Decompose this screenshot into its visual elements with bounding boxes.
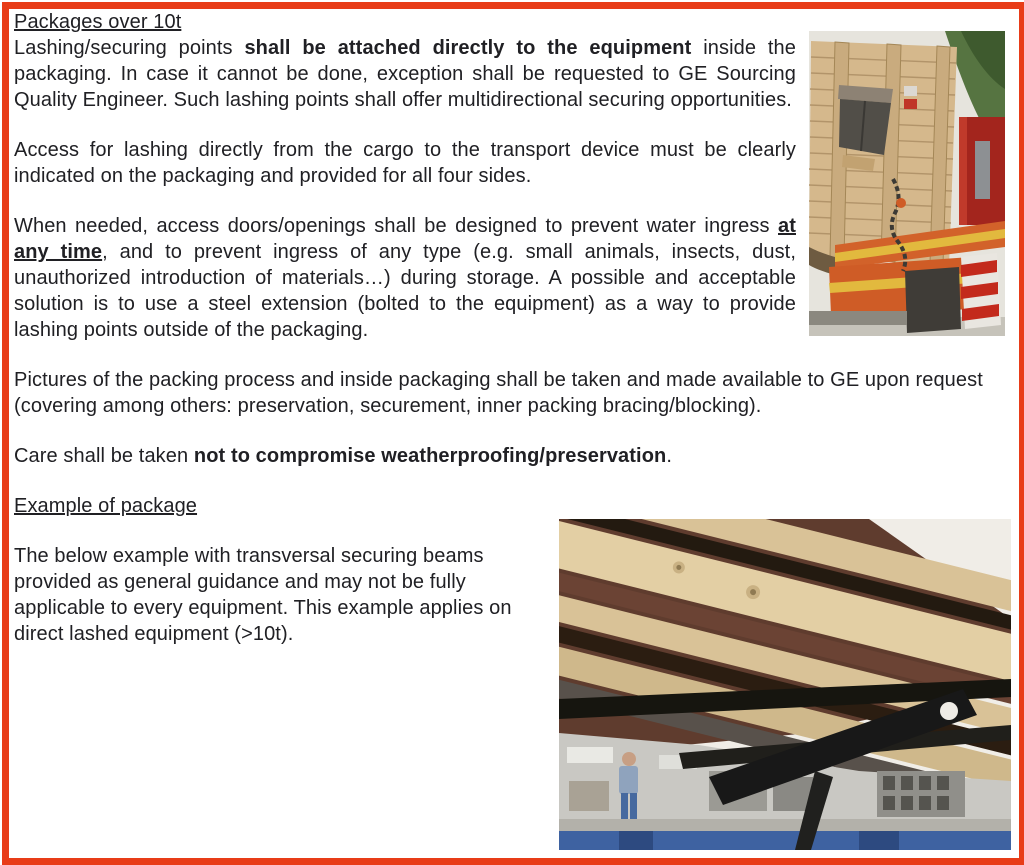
text-run: not to compromise weatherproofing/preservation	[193, 445, 667, 467]
text-run: Example of package	[14, 495, 198, 517]
text-run: , and to prevent ingress of any type (e.g. small animals, insects, dust, unauthorized introduction of materials…) during storage. A possible and acceptable solution is to use a steel extension (bolted to the equipment) as a way to provide lashing points outside of the packaging.	[14, 241, 796, 341]
text-run: inside the packaging. In case it cannot be done, exception shall be requested to GE Sourcing Quality Engineer. Such lashing points shall offer multidirectional securing opportunities.	[14, 37, 796, 111]
crate-lashing-illustration	[809, 31, 1005, 336]
chain-tensioner	[896, 198, 906, 208]
text-run: shall be attached directly to the equipment	[244, 37, 692, 59]
hazard-panel	[961, 253, 1001, 329]
text-run: at any time	[14, 215, 796, 263]
wheel-shadow	[905, 267, 961, 333]
paragraph-access-doors-openings	[14, 213, 796, 343]
paragraph-example-description	[14, 543, 554, 647]
text-run: .	[666, 445, 673, 467]
crate-lashing-photo	[809, 31, 1005, 336]
securing-beams-photo	[559, 519, 1011, 850]
shipping-label	[904, 86, 917, 96]
paragraph-pictures-of-packing	[14, 367, 1004, 419]
document-page	[2, 2, 1024, 865]
securing-beams-illustration	[559, 519, 1011, 850]
text-run: When needed, access doors/openings shall be designed to prevent water ingress	[14, 215, 779, 237]
paragraph-access-for-lashing	[14, 137, 796, 189]
text-run: Lashing/securing points	[14, 37, 245, 59]
paragraph-care-weatherproofing	[14, 443, 1004, 469]
text-run: Pictures of the packing process and inside packaging shall be taken and made available to GE upon request (covering among others: preservation, securement, inner packing bracing/blocking).	[14, 369, 983, 417]
truck-cab	[959, 117, 1005, 225]
text-run: Care shall be taken	[14, 445, 194, 467]
text-run: The below example with transversal securing beams provided as general guidance and may not be fully applicable to every equipment. This example applies on direct lashed equipment (>10t).	[14, 545, 512, 645]
section-heading-example-of-package	[14, 493, 1005, 519]
red-label	[904, 99, 917, 109]
lashing-hole	[940, 702, 958, 720]
paragraph-lashing-points	[14, 35, 796, 113]
text-run: Access for lashing directly from the cargo to the transport device must be clearly indicated on the packaging and provided for all four sides.	[14, 139, 796, 187]
text-run: Packages over 10t	[14, 11, 182, 33]
